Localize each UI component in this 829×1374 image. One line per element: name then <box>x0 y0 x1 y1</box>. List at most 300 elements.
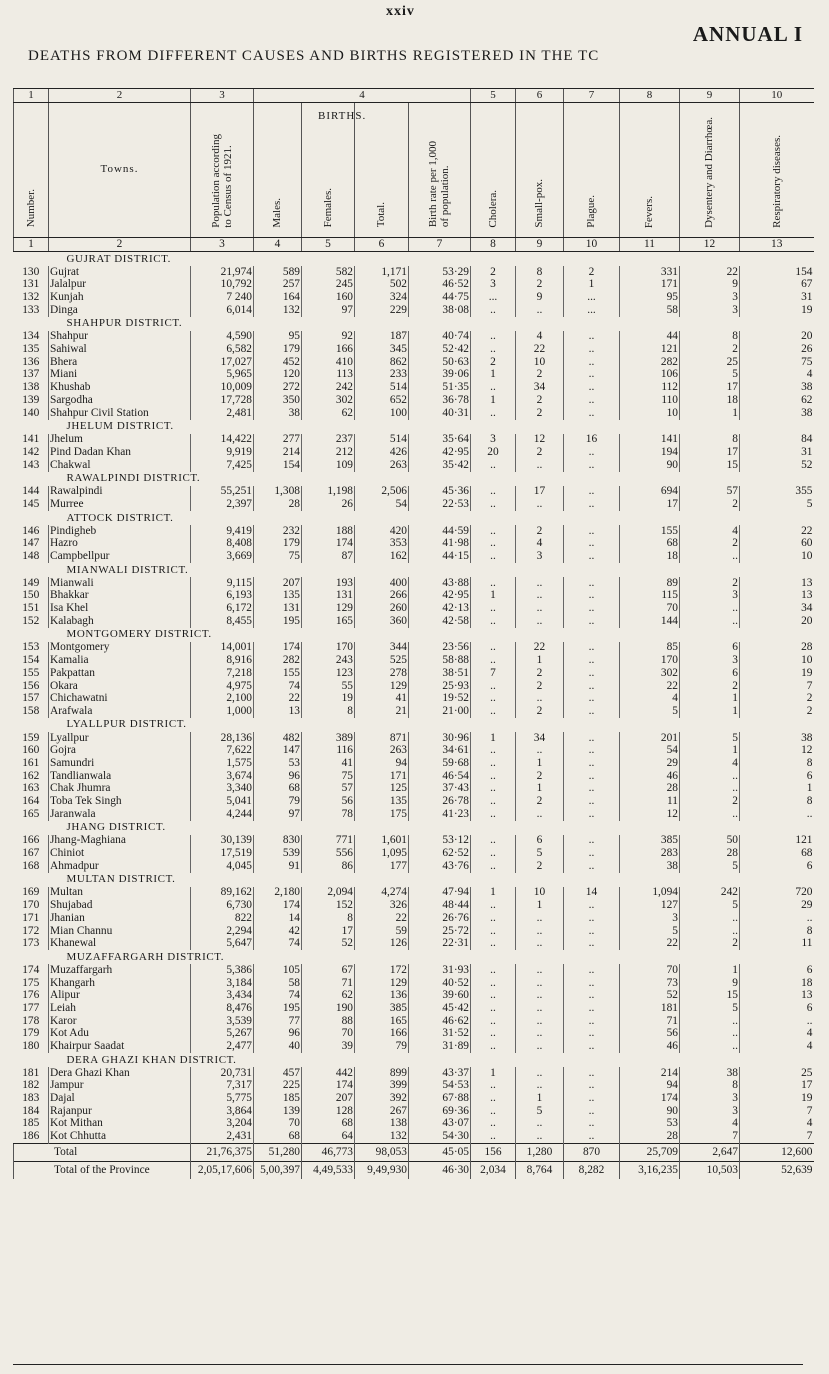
value-cell: 871 <box>355 732 409 745</box>
value-cell: 8 <box>302 705 355 718</box>
value-cell: .. <box>680 550 740 563</box>
district-heading-row <box>14 873 814 887</box>
row-number: 137 <box>22 368 40 381</box>
town-name: Ahmadpur <box>49 860 191 873</box>
value-cell: .. <box>471 655 516 668</box>
value-cell: 1 <box>471 590 516 603</box>
town-name: Lyallpur <box>49 732 191 745</box>
value-cell: .. <box>471 1028 516 1041</box>
value-cell: 18 <box>680 394 740 407</box>
row-number: 185 <box>22 1117 40 1130</box>
value-cell: 54·53 <box>409 1080 471 1093</box>
value-cell: .. <box>471 1080 516 1093</box>
value-cell: 353 <box>355 538 409 551</box>
value-cell: .. <box>564 459 620 472</box>
value-cell: 4 <box>620 693 680 706</box>
value-cell: 160 <box>302 291 355 304</box>
town-name: Pakpattan <box>49 667 191 680</box>
row-number: 171 <box>22 911 40 924</box>
value-cell: 17,728 <box>191 394 254 407</box>
value-cell: 43·07 <box>409 1118 471 1131</box>
value-cell: 22 <box>516 642 564 655</box>
value-cell: 62 <box>302 990 355 1003</box>
value-cell: 74 <box>254 990 302 1003</box>
value-cell: .. <box>680 615 740 628</box>
total-value: 2,05,17,606 <box>191 1162 254 1180</box>
value-cell: 5,965 <box>191 369 254 382</box>
value-cell: 7 <box>680 1131 740 1144</box>
value-cell: 75 <box>254 550 302 563</box>
value-cell: 71 <box>302 977 355 990</box>
value-cell: .. <box>564 1131 620 1144</box>
value-cell: 5 <box>680 1002 740 1015</box>
sub-number: 4 <box>254 238 302 252</box>
value-cell: 52 <box>302 938 355 951</box>
value-cell: 31·89 <box>409 1040 471 1053</box>
value-cell: 4 <box>740 1040 814 1053</box>
value-cell: 3 <box>680 590 740 603</box>
table-row <box>14 1131 814 1144</box>
town-name: Jhanian <box>49 912 191 925</box>
value-cell: 129 <box>355 977 409 990</box>
town-name: Toba Tek Singh <box>49 795 191 808</box>
value-cell: 14,422 <box>191 434 254 447</box>
row-number: 160 <box>22 744 40 757</box>
value-cell: 174 <box>302 1080 355 1093</box>
table-row <box>14 577 814 590</box>
value-cell: 4 <box>680 525 740 538</box>
value-cell: 539 <box>254 847 302 860</box>
value-cell: .. <box>471 990 516 1003</box>
value-cell: 229 <box>355 304 409 317</box>
col-number: 2 <box>49 89 191 103</box>
value-cell: 179 <box>254 343 302 356</box>
row-number: 162 <box>22 769 40 782</box>
header-row <box>14 103 814 238</box>
value-cell: 171 <box>620 279 680 292</box>
town-name: Jampur <box>49 1080 191 1093</box>
value-cell: 6 <box>740 964 814 977</box>
value-cell: 132 <box>254 304 302 317</box>
value-cell: 195 <box>254 615 302 628</box>
value-cell: 8 <box>680 1080 740 1093</box>
sub-number: 7 <box>409 238 471 252</box>
value-cell: 3 <box>471 279 516 292</box>
value-cell: 8,476 <box>191 1002 254 1015</box>
town-name: Rawalpindi <box>49 486 191 499</box>
value-cell: 4 <box>680 1118 740 1131</box>
town-name: Khangarh <box>49 977 191 990</box>
row-number: 136 <box>22 355 40 368</box>
value-cell: 3 <box>680 304 740 317</box>
table-row <box>14 590 814 603</box>
value-cell: 25·72 <box>409 925 471 938</box>
value-cell: 6,730 <box>191 900 254 913</box>
town-name: Kot Chhutta <box>49 1131 191 1144</box>
value-cell: .. <box>516 590 564 603</box>
value-cell: 28 <box>620 1131 680 1144</box>
value-cell: 10,009 <box>191 382 254 395</box>
value-cell: 1 <box>516 1092 564 1105</box>
district-name: JHANG DISTRICT. <box>66 821 166 834</box>
value-cell: 822 <box>191 912 254 925</box>
value-cell: .. <box>471 525 516 538</box>
sub-number: 9 <box>516 238 564 252</box>
row-number: 181 <box>22 1066 40 1079</box>
town-name: Multan <box>49 887 191 900</box>
value-cell: 4 <box>680 757 740 770</box>
value-cell: 22 <box>620 938 680 951</box>
table-row <box>14 887 814 900</box>
value-cell: .. <box>564 446 620 459</box>
col-number: 6 <box>516 89 564 103</box>
value-cell: 174 <box>254 642 302 655</box>
town-name: Jhelum <box>49 434 191 447</box>
value-cell: 94 <box>355 757 409 770</box>
town-name: Sahiwal <box>49 343 191 356</box>
total-value: 9,49,930 <box>355 1162 409 1180</box>
value-cell: .. <box>564 977 620 990</box>
value-cell: 44·75 <box>409 291 471 304</box>
value-cell: 78 <box>302 808 355 821</box>
table-row <box>14 446 814 459</box>
value-cell: .. <box>740 912 814 925</box>
value-cell: 1 <box>471 394 516 407</box>
value-cell: 7,425 <box>191 459 254 472</box>
value-cell: .. <box>471 835 516 848</box>
value-cell: 50 <box>680 835 740 848</box>
value-cell: .. <box>564 602 620 615</box>
table-row <box>14 394 814 407</box>
value-cell: 17 <box>516 486 564 499</box>
value-cell: 7,218 <box>191 667 254 680</box>
value-cell: 31·52 <box>409 1028 471 1041</box>
value-cell: 282 <box>620 356 680 369</box>
value-cell: 54·30 <box>409 1131 471 1144</box>
value-cell: 2 <box>564 266 620 279</box>
row-number: 152 <box>22 614 40 627</box>
value-cell: 355 <box>740 486 814 499</box>
value-cell: 1 <box>516 757 564 770</box>
value-cell: 8 <box>740 925 814 938</box>
value-cell: .. <box>471 407 516 420</box>
value-cell: .. <box>516 1015 564 1028</box>
town-name: Jaranwala <box>49 808 191 821</box>
value-cell: .. <box>471 900 516 913</box>
row-number: 158 <box>22 704 40 717</box>
bottom-rule <box>13 1364 803 1365</box>
value-cell: 105 <box>254 964 302 977</box>
total-value: 12,600 <box>740 1144 814 1162</box>
value-cell: 44·59 <box>409 525 471 538</box>
value-cell: 2 <box>471 266 516 279</box>
value-cell: 5 <box>620 925 680 938</box>
value-cell: 3 <box>680 1105 740 1118</box>
town-name: Kalabagh <box>49 615 191 628</box>
town-name: Mianwali <box>49 577 191 590</box>
value-cell: 6 <box>740 1002 814 1015</box>
value-cell: 350 <box>254 394 302 407</box>
value-cell: 426 <box>355 446 409 459</box>
value-cell: 57 <box>680 486 740 499</box>
value-cell: .. <box>564 835 620 848</box>
value-cell: 862 <box>355 356 409 369</box>
value-cell: 3,184 <box>191 977 254 990</box>
birth-rate-header: Birth rate per 1,000 of population. <box>409 103 471 238</box>
value-cell: .. <box>471 343 516 356</box>
value-cell: 193 <box>302 577 355 590</box>
value-cell: 3,674 <box>191 770 254 783</box>
value-cell: 20,731 <box>191 1067 254 1080</box>
value-cell: 1 <box>516 900 564 913</box>
value-cell: 59·68 <box>409 757 471 770</box>
value-cell: 4,590 <box>191 331 254 344</box>
town-name: Jhang-Maghiana <box>49 835 191 848</box>
value-cell: 242 <box>680 887 740 900</box>
value-cell: .. <box>471 331 516 344</box>
value-cell: 13 <box>254 705 302 718</box>
sub-number: 5 <box>302 238 355 252</box>
value-cell: 162 <box>355 550 409 563</box>
value-cell: 165 <box>355 1015 409 1028</box>
table-row <box>14 745 814 758</box>
value-cell: 152 <box>302 900 355 913</box>
total-value: 46·30 <box>409 1162 471 1180</box>
district-name: JHELUM DISTRICT. <box>66 420 174 433</box>
town-name: Khushab <box>49 382 191 395</box>
district-heading-row <box>14 317 814 331</box>
value-cell: 214 <box>254 446 302 459</box>
value-cell: 89 <box>620 577 680 590</box>
town-name: Montgomery <box>49 642 191 655</box>
value-cell: 385 <box>355 1002 409 1015</box>
value-cell: .. <box>564 964 620 977</box>
value-cell: 3,864 <box>191 1105 254 1118</box>
value-cell: .. <box>516 304 564 317</box>
row-number: 142 <box>22 445 40 458</box>
value-cell: 8 <box>680 331 740 344</box>
value-cell: 28 <box>740 642 814 655</box>
value-cell: 68 <box>254 783 302 796</box>
value-cell: 1 <box>516 783 564 796</box>
value-cell: 40 <box>254 1040 302 1053</box>
value-cell: .. <box>564 1092 620 1105</box>
value-cell: 10 <box>740 550 814 563</box>
district-heading-row <box>14 420 814 434</box>
district-heading-row <box>14 511 814 525</box>
value-cell: 177 <box>355 860 409 873</box>
value-cell: 22 <box>254 693 302 706</box>
row-number: 145 <box>22 497 40 510</box>
value-cell: 8,455 <box>191 615 254 628</box>
row-number: 135 <box>22 343 40 356</box>
row-number: 173 <box>22 937 40 950</box>
table-row <box>14 1080 814 1093</box>
total-value: 5,00,397 <box>254 1162 302 1180</box>
table-row <box>14 847 814 860</box>
table-row <box>14 912 814 925</box>
town-name: Bhera <box>49 356 191 369</box>
value-cell: 12 <box>740 745 814 758</box>
value-cell: 1,171 <box>355 266 409 279</box>
value-cell: 38 <box>254 407 302 420</box>
value-cell: .. <box>471 304 516 317</box>
value-cell: .. <box>471 538 516 551</box>
respiratory-header: Respiratory diseases. <box>740 103 814 238</box>
value-cell: 502 <box>355 279 409 292</box>
row-number: 139 <box>22 393 40 406</box>
value-cell: 272 <box>254 382 302 395</box>
value-cell: 10,792 <box>191 279 254 292</box>
value-cell: .. <box>516 745 564 758</box>
value-cell: 132 <box>355 1131 409 1144</box>
value-cell: 170 <box>302 642 355 655</box>
value-cell: 115 <box>620 590 680 603</box>
total-value: 45·05 <box>409 1144 471 1162</box>
value-cell: 201 <box>620 732 680 745</box>
value-cell: 4 <box>516 331 564 344</box>
value-cell: 22 <box>680 266 740 279</box>
value-cell: 4 <box>740 369 814 382</box>
value-cell: 55 <box>302 680 355 693</box>
value-cell: 10 <box>740 655 814 668</box>
value-cell: .. <box>471 577 516 590</box>
row-number: 175 <box>22 976 40 989</box>
value-cell: 1,000 <box>191 705 254 718</box>
dysentery-header: Dysentery and Diarrhœa. <box>680 103 740 238</box>
value-cell: 46·62 <box>409 1015 471 1028</box>
value-cell: 302 <box>620 667 680 680</box>
value-cell: 1 <box>680 964 740 977</box>
row-number: 159 <box>22 731 40 744</box>
value-cell: 2 <box>740 693 814 706</box>
value-cell: 267 <box>355 1105 409 1118</box>
value-cell: .. <box>564 757 620 770</box>
value-cell: 172 <box>355 964 409 977</box>
value-cell: 1,575 <box>191 757 254 770</box>
value-cell: 9,919 <box>191 446 254 459</box>
town-name: Khanewal <box>49 938 191 951</box>
value-cell: 25 <box>740 1067 814 1080</box>
value-cell: 410 <box>302 356 355 369</box>
value-cell: 26·78 <box>409 795 471 808</box>
value-cell: .. <box>516 1118 564 1131</box>
value-cell: .. <box>516 964 564 977</box>
value-cell: .. <box>471 860 516 873</box>
value-cell: 43·37 <box>409 1067 471 1080</box>
value-cell: 85 <box>620 642 680 655</box>
value-cell: 2,294 <box>191 925 254 938</box>
value-cell: 127 <box>620 900 680 913</box>
town-name: Pindigheb <box>49 525 191 538</box>
value-cell: 8 <box>302 912 355 925</box>
value-cell: 58 <box>254 977 302 990</box>
value-cell: 97 <box>302 304 355 317</box>
table-row <box>14 732 814 745</box>
value-cell: 68 <box>254 1131 302 1144</box>
births-label: BIRTHS. <box>318 110 367 122</box>
town-name: Campbellpur <box>49 550 191 563</box>
row-number: 179 <box>22 1027 40 1040</box>
table-row <box>14 795 814 808</box>
col-number: 8 <box>620 89 680 103</box>
table-row <box>14 1002 814 1015</box>
value-cell: 452 <box>254 356 302 369</box>
value-cell: .. <box>471 1092 516 1105</box>
district-name: MUZAFFARGARH DISTRICT. <box>66 950 225 963</box>
value-cell: 58·88 <box>409 655 471 668</box>
value-cell: .. <box>564 382 620 395</box>
value-cell: 90 <box>620 1105 680 1118</box>
value-cell: 10 <box>620 407 680 420</box>
value-cell: 131 <box>254 602 302 615</box>
table-row <box>14 938 814 951</box>
value-cell: 67 <box>302 964 355 977</box>
value-cell: 514 <box>355 434 409 447</box>
table-row <box>14 808 814 821</box>
value-cell: 1 <box>516 655 564 668</box>
value-cell: 87 <box>302 550 355 563</box>
value-cell: 556 <box>302 847 355 860</box>
value-cell: 46 <box>620 1040 680 1053</box>
value-cell: 5,647 <box>191 938 254 951</box>
value-cell: 86 <box>302 860 355 873</box>
value-cell: .. <box>740 1015 814 1028</box>
row-number: 168 <box>22 859 40 872</box>
value-cell: 68 <box>620 538 680 551</box>
value-cell: .. <box>564 680 620 693</box>
value-cell: 12 <box>516 434 564 447</box>
value-cell: 31 <box>740 291 814 304</box>
value-cell: 128 <box>302 1105 355 1118</box>
row-number: 143 <box>22 458 40 471</box>
town-name: Kamalia <box>49 655 191 668</box>
value-cell: 399 <box>355 1080 409 1093</box>
value-cell: .. <box>516 938 564 951</box>
value-cell: 28 <box>254 498 302 511</box>
total-value: 1,280 <box>516 1144 564 1162</box>
value-cell: 77 <box>254 1015 302 1028</box>
value-cell: 136 <box>355 990 409 1003</box>
value-cell: 40·52 <box>409 977 471 990</box>
value-cell: 2 <box>516 446 564 459</box>
value-cell: .. <box>564 1067 620 1080</box>
value-cell: .. <box>516 498 564 511</box>
value-cell: 174 <box>254 900 302 913</box>
value-cell: 2,180 <box>254 887 302 900</box>
town-name: Leiah <box>49 1002 191 1015</box>
value-cell: .. <box>471 770 516 783</box>
table-row <box>14 925 814 938</box>
value-cell: 694 <box>620 486 680 499</box>
value-cell: 35·64 <box>409 434 471 447</box>
value-cell: 13 <box>740 577 814 590</box>
value-cell: .. <box>564 795 620 808</box>
row-number: 186 <box>22 1130 40 1143</box>
col-number: 1 <box>14 89 49 103</box>
value-cell: .. <box>516 577 564 590</box>
value-cell: 5 <box>680 369 740 382</box>
value-cell: 266 <box>355 590 409 603</box>
sub-number: 8 <box>471 238 516 252</box>
value-cell: 39·60 <box>409 990 471 1003</box>
value-cell: 175 <box>355 808 409 821</box>
value-cell: 3,434 <box>191 990 254 1003</box>
value-cell: 1,601 <box>355 835 409 848</box>
value-cell: .. <box>471 977 516 990</box>
town-name: Shujabad <box>49 900 191 913</box>
value-cell: 79 <box>355 1040 409 1053</box>
